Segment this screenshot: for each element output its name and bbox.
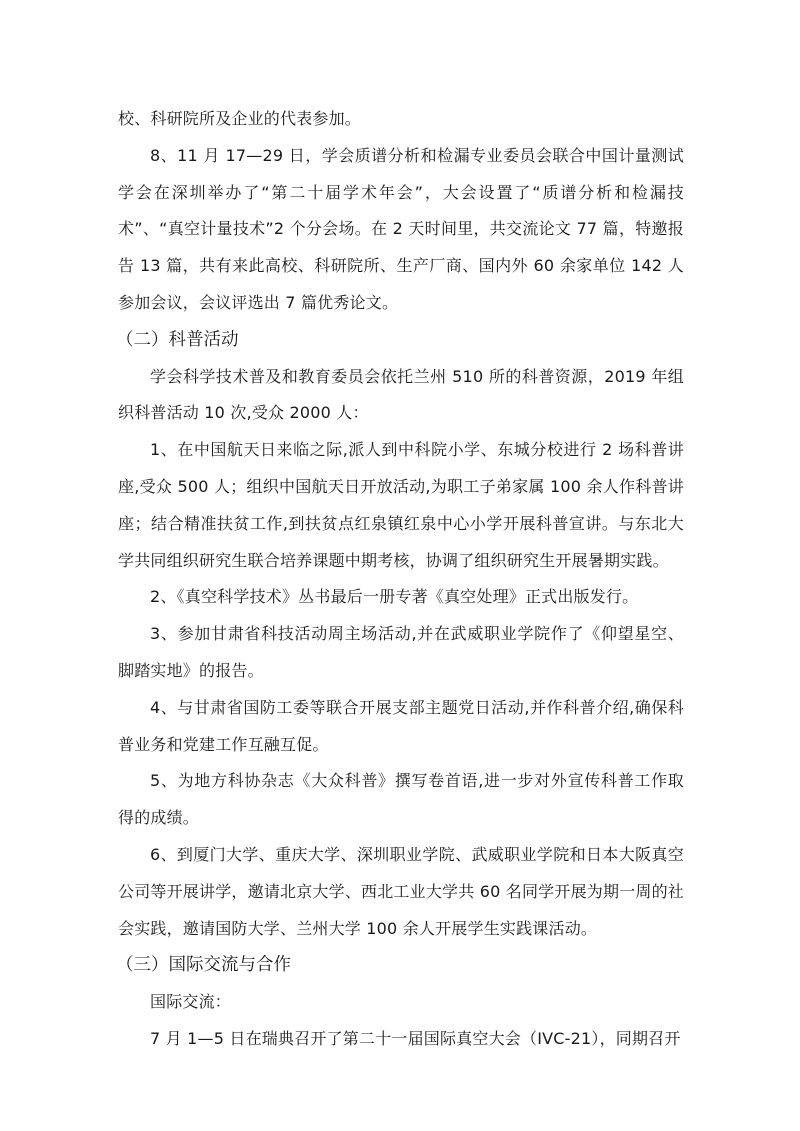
paragraph-science-item-1: 1、在中国航天日来临之际,派人到中科院小学、东城分校进行 2 场科普讲座,受众 500 人；组织中国航天日开放活动,为职工子弟家属 100 余人作科普讲座；结合精准扶贫工作,到扶贫点红泉镇红泉中心小学开展科普宣讲。与东北大学共同组织研究生联合培养课题中期考核，协调了组织研究生开展暑期实践。 (118, 440, 684, 570)
document-body (118, 101, 684, 1058)
paragraph-international-ivc: 7 月 1—5 日在瑞典召开了第二十一届国际真空大会（IVC-21），同期召开 (150, 1028, 681, 1048)
section-heading-science-popularization: （二）科普活动 (116, 329, 239, 350)
paragraph-science-item-6: 6、到厦门大学、重庆大学、深圳职业学院、武威职业学院和日本大阪真空公司等开展讲学，邀请北京大学、西北工业大学共 60 名同学开展为期一周的社会实践，邀请国防大学、兰州大学 100 余人开展学生实践课活动。 (118, 844, 684, 938)
paragraph-science-item-5: 5、为地方科协杂志《大众科普》撰写卷首语,进一步对外宣传科普工作取得的成绩。 (118, 771, 684, 828)
paragraph-continuation: 校、科研院所及企业的代表参加。 (118, 109, 362, 128)
paragraph-international-label: 国际交流： (150, 992, 232, 1012)
paragraph-science-intro: 学会科学技术普及和教育委员会依托兰州 510 所的科普资源，2019 年组织科普活动 10 次,受众 2000 人： (118, 366, 684, 423)
paragraph-item-8: 8、11 月 17—29 日，学会质谱分析和检漏专业委员会联合中国计量测试学会在深圳举办了“第二十届学术年会”，大会设置了“质谱分析和检漏技术”、“真空计量技术”2 个分会场。在 2 天时间里，共交流论文 77 篇，特邀报告 13 篇，共有来此高校、科研院所、生产厂商、国内外 60 余家单位 142 人参加会议，会议评选出 7 篇优秀论文。 (118, 145, 684, 312)
paragraph-science-item-2: 2、《真空科学技术》丛书最后一册专著《真空处理》正式出版发行。 (150, 587, 639, 607)
section-heading-international: （三）国际交流与合作 (116, 955, 291, 976)
paragraph-science-item-4: 4、与甘肃省国防工委等联合开展支部主题党日活动,并作科普介绍,确保科普业务和党建工作互融互促。 (118, 697, 684, 754)
paragraph-science-item-3: 3、参加甘肃省科技活动周主场活动,并在武威职业学院作了《仰望星空、脚踏实地》的报告。 (118, 624, 684, 680)
